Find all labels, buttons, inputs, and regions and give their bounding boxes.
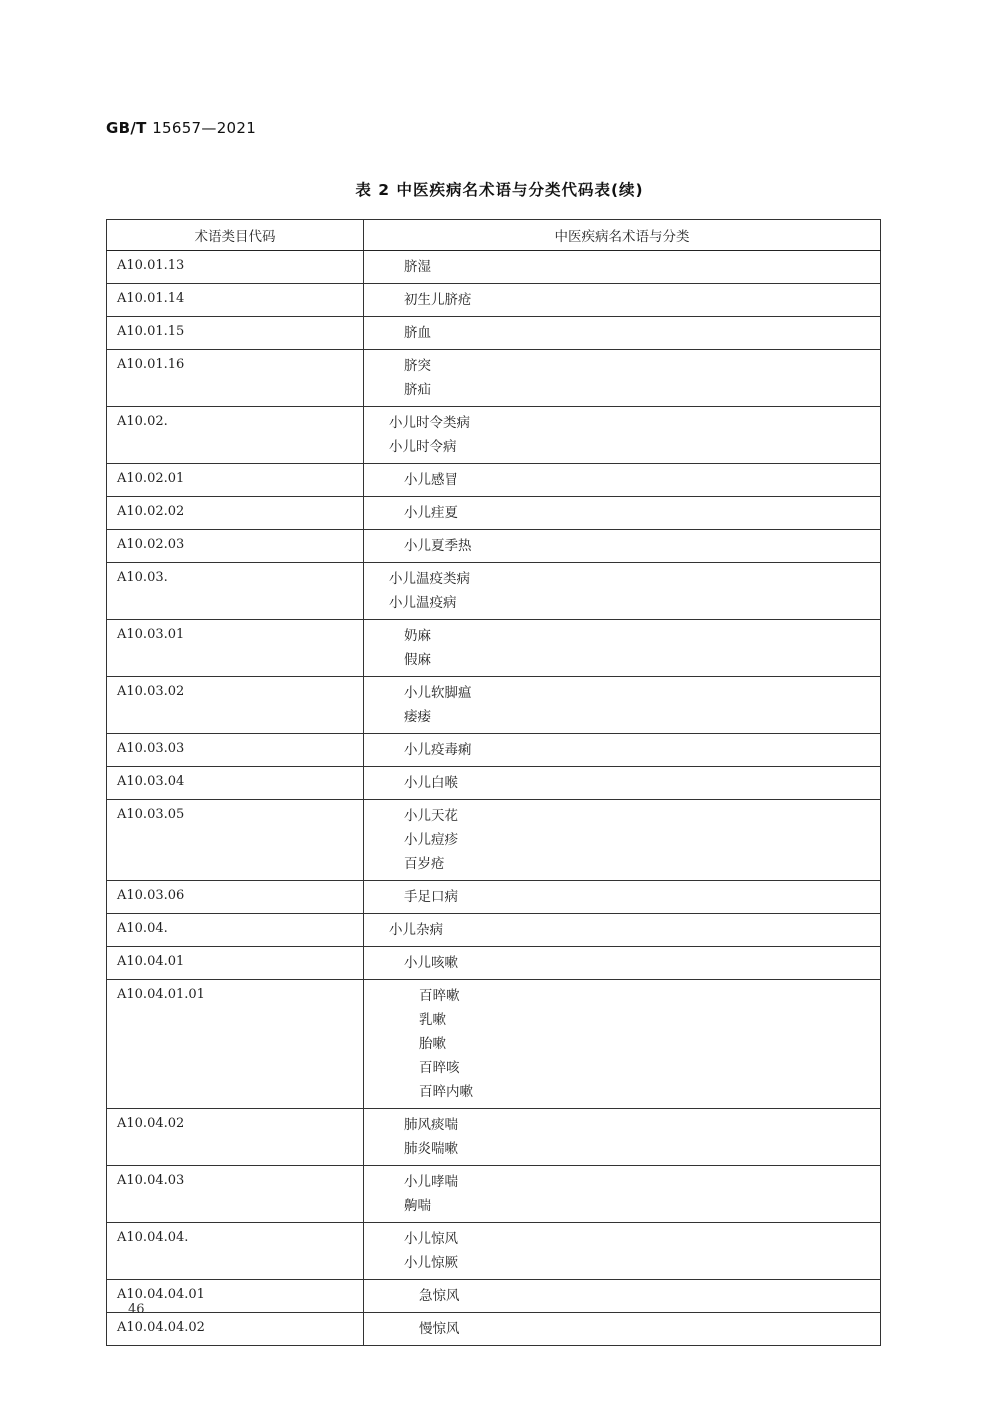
name-cell bbox=[364, 947, 881, 980]
name-cell bbox=[364, 800, 881, 881]
name-cell bbox=[364, 1223, 881, 1280]
page-number: 46 bbox=[128, 1302, 145, 1317]
term-code: A10.04.04.02 bbox=[117, 1320, 205, 1335]
code-cell bbox=[107, 317, 364, 350]
disease-term: 小儿时令病 bbox=[389, 439, 457, 455]
disease-term: 小儿感冒 bbox=[404, 472, 458, 488]
term-code: A10.04.03 bbox=[117, 1173, 185, 1188]
table-row bbox=[107, 530, 881, 563]
disease-term: 手足口病 bbox=[404, 889, 458, 905]
term-code: A10.04. bbox=[117, 921, 168, 936]
standard-code: GB/T bbox=[106, 119, 147, 137]
column-header-code: 术语类目代码 bbox=[107, 220, 364, 251]
table-row bbox=[107, 620, 881, 677]
code-cell bbox=[107, 407, 364, 464]
table-row bbox=[107, 1223, 881, 1280]
term-code: A10.01.14 bbox=[117, 291, 185, 306]
term-code: A10.03. bbox=[117, 570, 168, 585]
name-cell bbox=[364, 350, 881, 407]
disease-term: 初生儿脐疮 bbox=[404, 292, 472, 308]
term-code: A10.01.13 bbox=[117, 258, 185, 273]
column-header-name: 中医疾病名术语与分类 bbox=[364, 220, 881, 251]
disease-term: 脐血 bbox=[404, 325, 431, 341]
disease-term: 百晬内嗽 bbox=[419, 1084, 473, 1100]
name-cell bbox=[364, 1313, 881, 1346]
table-row bbox=[107, 284, 881, 317]
table-row bbox=[107, 563, 881, 620]
table-row bbox=[107, 914, 881, 947]
table-caption: 表 2 中医疾病名术语与分类代码表(续) bbox=[355, 181, 644, 199]
name-cell bbox=[364, 530, 881, 563]
term-code: A10.02.01 bbox=[117, 471, 185, 486]
table-row bbox=[107, 677, 881, 734]
disease-term: 小儿惊厥 bbox=[404, 1255, 458, 1271]
code-cell bbox=[107, 530, 364, 563]
disease-term: 百晬嗽 bbox=[419, 988, 460, 1004]
term-code: A10.01.16 bbox=[117, 357, 185, 372]
name-cell bbox=[364, 284, 881, 317]
disease-term: 小儿软脚瘟 bbox=[404, 685, 472, 701]
code-cell bbox=[107, 1280, 364, 1313]
code-cell bbox=[107, 1109, 364, 1166]
table-header-row bbox=[107, 220, 881, 251]
table-row bbox=[107, 800, 881, 881]
code-cell bbox=[107, 677, 364, 734]
table-body bbox=[107, 251, 881, 1346]
disease-term: 小儿哮喘 bbox=[404, 1174, 458, 1190]
code-cell bbox=[107, 1223, 364, 1280]
disease-term: 小儿惊风 bbox=[404, 1231, 458, 1247]
term-code: A10.04.01.01 bbox=[117, 987, 205, 1002]
table-row bbox=[107, 251, 881, 284]
term-code: A10.02. bbox=[117, 414, 168, 429]
term-code: A10.02.02 bbox=[117, 504, 185, 519]
table-row bbox=[107, 317, 881, 350]
table-row bbox=[107, 767, 881, 800]
term-code: A10.04.04. bbox=[117, 1230, 189, 1245]
term-code: A10.04.04.01 bbox=[117, 1287, 205, 1302]
term-code: A10.04.02 bbox=[117, 1116, 185, 1131]
disease-term: 小儿天花 bbox=[404, 808, 458, 824]
name-cell bbox=[364, 563, 881, 620]
disease-term: 小儿疰夏 bbox=[404, 505, 458, 521]
term-code: A10.03.04 bbox=[117, 774, 185, 789]
disease-term: 百岁疮 bbox=[404, 856, 445, 872]
table-row bbox=[107, 1109, 881, 1166]
disease-term: 乳嗽 bbox=[419, 1012, 446, 1028]
code-cell bbox=[107, 1166, 364, 1223]
table-row bbox=[107, 980, 881, 1109]
name-cell bbox=[364, 407, 881, 464]
name-cell bbox=[364, 1166, 881, 1223]
disease-term: 小儿杂病 bbox=[389, 922, 443, 938]
disease-term: 小儿时令类病 bbox=[389, 415, 470, 431]
disease-term: 肺风痰喘 bbox=[404, 1117, 458, 1133]
disease-term: 小儿夏季热 bbox=[404, 538, 472, 554]
term-code: A10.03.05 bbox=[117, 807, 185, 822]
name-cell bbox=[364, 914, 881, 947]
disease-term: 急惊风 bbox=[419, 1288, 460, 1304]
name-cell bbox=[364, 317, 881, 350]
table-row bbox=[107, 407, 881, 464]
table-row bbox=[107, 350, 881, 407]
code-cell bbox=[107, 251, 364, 284]
code-cell bbox=[107, 947, 364, 980]
table-row bbox=[107, 1166, 881, 1223]
code-cell bbox=[107, 620, 364, 677]
code-cell bbox=[107, 497, 364, 530]
term-code: A10.04.01 bbox=[117, 954, 185, 969]
name-cell bbox=[364, 1109, 881, 1166]
table-row bbox=[107, 1313, 881, 1346]
code-cell bbox=[107, 734, 364, 767]
name-cell bbox=[364, 767, 881, 800]
disease-term: 脐突 bbox=[404, 358, 431, 374]
disease-term: 假麻 bbox=[404, 652, 431, 668]
table-row bbox=[107, 464, 881, 497]
term-code: A10.03.01 bbox=[117, 627, 185, 642]
name-cell bbox=[364, 464, 881, 497]
name-cell bbox=[364, 734, 881, 767]
term-code: A10.03.03 bbox=[117, 741, 185, 756]
code-cell bbox=[107, 914, 364, 947]
name-cell bbox=[364, 980, 881, 1109]
name-cell bbox=[364, 497, 881, 530]
disease-term: 百晬咳 bbox=[419, 1060, 460, 1076]
table-row bbox=[107, 497, 881, 530]
code-cell bbox=[107, 350, 364, 407]
name-cell bbox=[364, 1280, 881, 1313]
standard-number: 15657—2021 bbox=[152, 119, 257, 137]
code-cell bbox=[107, 881, 364, 914]
code-cell bbox=[107, 464, 364, 497]
term-code: A10.03.02 bbox=[117, 684, 185, 699]
disease-term: 奶麻 bbox=[404, 628, 431, 644]
code-cell bbox=[107, 767, 364, 800]
term-code: A10.02.03 bbox=[117, 537, 185, 552]
disease-term: 小儿疫毒痢 bbox=[404, 742, 472, 758]
disease-term: 痿痿 bbox=[404, 709, 431, 725]
code-cell bbox=[107, 563, 364, 620]
code-cell bbox=[107, 800, 364, 881]
disease-term: 慢惊风 bbox=[419, 1321, 460, 1337]
table-row bbox=[107, 881, 881, 914]
code-cell bbox=[107, 980, 364, 1109]
disease-term: 小儿咳嗽 bbox=[404, 955, 458, 971]
terminology-table bbox=[106, 219, 881, 1346]
disease-term: 脐湿 bbox=[404, 259, 431, 275]
disease-term: 脐疝 bbox=[404, 382, 431, 398]
code-cell bbox=[107, 284, 364, 317]
code-cell bbox=[107, 1313, 364, 1346]
disease-term: 齁喘 bbox=[404, 1198, 431, 1214]
disease-term: 胎嗽 bbox=[419, 1036, 446, 1052]
disease-term: 小儿白喉 bbox=[404, 775, 458, 791]
name-cell bbox=[364, 677, 881, 734]
name-cell bbox=[364, 620, 881, 677]
disease-term: 小儿温疫类病 bbox=[389, 571, 470, 587]
table-row bbox=[107, 734, 881, 767]
term-code: A10.01.15 bbox=[117, 324, 185, 339]
disease-term: 小儿温疫病 bbox=[389, 595, 457, 611]
standard-header bbox=[106, 119, 256, 137]
disease-term: 肺炎喘嗽 bbox=[404, 1141, 458, 1157]
term-code: A10.03.06 bbox=[117, 888, 185, 903]
name-cell bbox=[364, 881, 881, 914]
name-cell bbox=[364, 251, 881, 284]
table-row bbox=[107, 1280, 881, 1313]
table-row bbox=[107, 947, 881, 980]
disease-term: 小儿痘疹 bbox=[404, 832, 458, 848]
